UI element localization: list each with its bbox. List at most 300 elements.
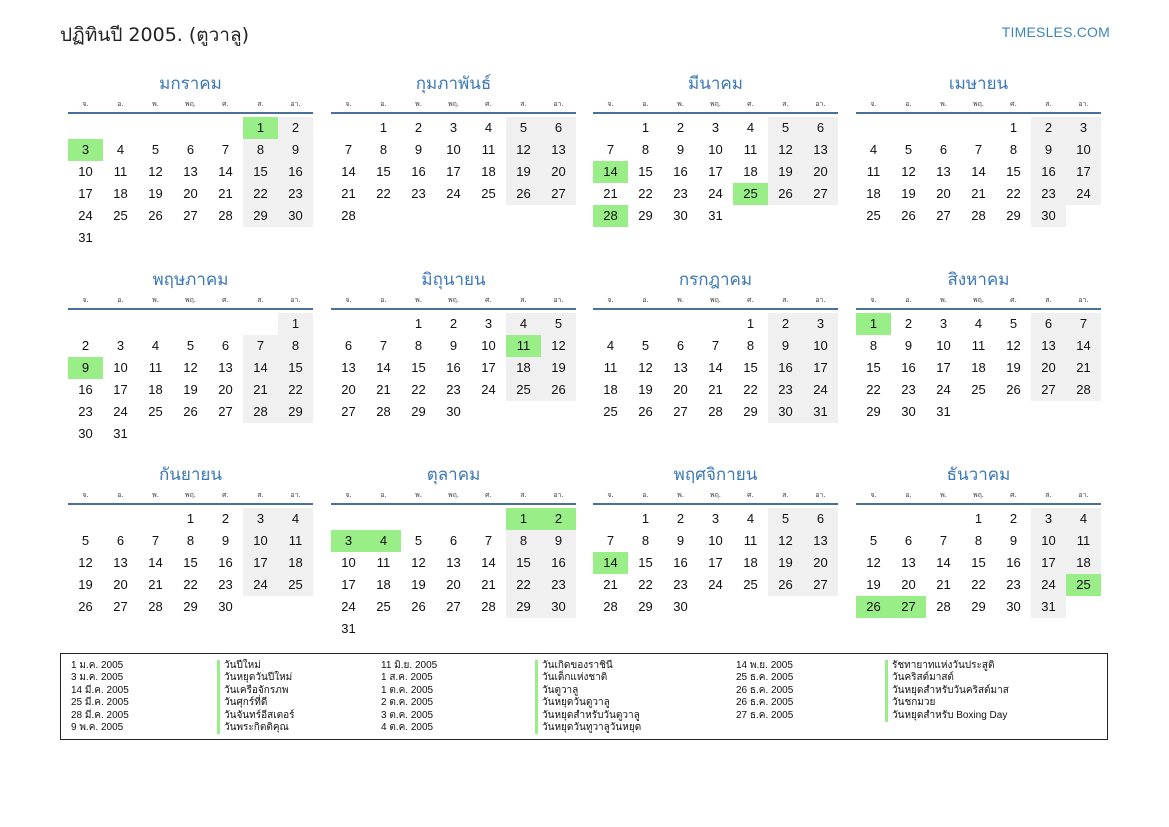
holiday-day-cell: 2 [541, 508, 576, 530]
day-cell: 6 [904, 533, 913, 548]
weekday-label: พฤ. [447, 491, 460, 499]
day-cell: 6 [116, 533, 125, 548]
holiday-name: วันตูวาลู [535, 685, 641, 697]
empty-cell [663, 313, 698, 335]
empty-cell [103, 313, 138, 335]
weekday-label: อา. [553, 100, 564, 108]
day-cell: 12 [866, 555, 881, 570]
month-name: มิถุนายน [421, 270, 486, 290]
day-grid [593, 117, 838, 227]
day-cell: 16 [218, 555, 233, 570]
day-cell: 3 [116, 338, 125, 353]
day-cell: 1 [186, 511, 195, 526]
day-cell: 2 [676, 511, 685, 526]
day-cell: 18 [603, 382, 618, 397]
day-cell: 11 [481, 142, 496, 157]
weekday-label: ส. [520, 491, 527, 499]
day-cell: 15 [183, 555, 198, 570]
day-cell: 29 [411, 404, 426, 419]
weekday-label: อา. [553, 491, 564, 499]
day-cell: 18 [866, 186, 881, 201]
day-cell: 24 [78, 208, 93, 223]
weekday-label: อา. [1078, 491, 1089, 499]
weekday-label: อ. [117, 296, 124, 304]
day-grid [856, 117, 1101, 227]
day-cell: 1 [379, 120, 388, 135]
weekday-label: อ. [642, 100, 649, 108]
weekday-label: จ. [870, 491, 877, 499]
weekday-header [68, 489, 313, 505]
holiday-name: วันหยุดสำหรับวันตูวาลู [535, 710, 641, 722]
weekday-label: ศ. [485, 296, 492, 304]
month-name: พฤษภาคม [152, 270, 229, 290]
day-cell: 13 [183, 164, 198, 179]
day-cell: 17 [243, 552, 278, 574]
day-cell: 7 [1066, 313, 1101, 335]
day-cell: 5 [904, 142, 913, 157]
holiday-name: วันคริสต์มาสต์ [885, 672, 1009, 684]
day-cell: 28 [376, 404, 391, 419]
weekday-label: จ. [82, 491, 89, 499]
day-cell: 8 [379, 142, 388, 157]
weekday-label: จ. [870, 296, 877, 304]
brand-link[interactable]: TIMESLES.COM [1001, 24, 1110, 40]
day-cell: 8 [243, 139, 278, 161]
day-cell: 25 [376, 599, 391, 614]
weekday-label: พฤ. [972, 100, 985, 108]
weekday-label: อ. [117, 100, 124, 108]
day-cell: 9 [676, 142, 685, 157]
day-cell: 8 [641, 533, 650, 548]
day-cell: 9 [449, 338, 458, 353]
day-cell: 27 [218, 404, 233, 419]
day-cell: 10 [1066, 139, 1101, 161]
holiday-name: วันหยุดวันทูวาลูวันหยุด [535, 722, 641, 734]
holiday-name: วันพระกิตติคุณ [217, 722, 295, 734]
day-cell: 9 [221, 533, 230, 548]
day-cell: 14 [218, 164, 233, 179]
weekday-label: ศ. [485, 100, 492, 108]
day-cell: 18 [743, 164, 758, 179]
day-grid [68, 508, 313, 618]
day-cell: 26 [411, 599, 426, 614]
holiday-name: วันเครือจักรภพ [217, 685, 295, 697]
holiday-date: 14 มี.ค. 2005 [71, 684, 129, 696]
day-cell: 31 [803, 401, 838, 423]
empty-cell [138, 313, 173, 335]
holiday-date: 14 พ.ย. 2005 [736, 660, 793, 671]
holiday-name: วันศุกร์ที่ดี [217, 697, 295, 709]
empty-cell [628, 313, 663, 335]
day-cell: 23 [673, 577, 688, 592]
day-cell: 9 [541, 530, 576, 552]
empty-cell [891, 508, 926, 530]
day-cell: 14 [341, 164, 356, 179]
month-name: พฤศจิกายน [673, 465, 758, 485]
day-cell: 30 [218, 599, 233, 614]
weekday-label: พ. [415, 100, 422, 108]
day-cell: 6 [803, 508, 838, 530]
day-cell: 6 [1031, 313, 1066, 335]
weekday-label: จ. [870, 100, 877, 108]
day-cell: 30 [541, 596, 576, 618]
weekday-label: พฤ. [447, 100, 460, 108]
day-cell: 21 [936, 577, 951, 592]
day-cell: 22 [1006, 186, 1021, 201]
day-cell: 15 [1006, 164, 1021, 179]
weekday-label: ศ. [222, 100, 229, 108]
day-cell: 25 [603, 404, 618, 419]
day-cell: 8 [414, 338, 423, 353]
day-cell: 19 [506, 161, 541, 183]
empty-cell [331, 508, 366, 530]
day-cell: 22 [278, 379, 313, 401]
weekday-label: พฤ. [184, 100, 197, 108]
day-cell: 27 [341, 404, 356, 419]
day-cell: 4 [484, 120, 493, 135]
holiday-date: 1 ต.ค. 2005 [381, 684, 434, 696]
month-name: กันยายน [158, 465, 222, 485]
day-cell: 17 [446, 164, 461, 179]
weekday-label: อ. [380, 100, 387, 108]
weekday-label: ศ. [747, 100, 754, 108]
day-cell: 18 [743, 555, 758, 570]
day-cell: 21 [148, 577, 163, 592]
weekday-header [331, 98, 576, 114]
day-cell: 23 [768, 379, 803, 401]
weekday-label: พ. [415, 296, 422, 304]
holiday-name: วันจันทร์อีสเตอร์ [217, 710, 295, 722]
day-cell: 23 [278, 183, 313, 205]
empty-cell [891, 117, 926, 139]
day-cell: 30 [1031, 205, 1066, 227]
weekday-header [331, 489, 576, 505]
weekday-label: ส. [520, 296, 527, 304]
day-cell: 30 [673, 208, 688, 223]
day-cell: 22 [866, 382, 881, 397]
day-cell: 29 [638, 208, 653, 223]
month-name: ตุลาคม [426, 465, 481, 485]
day-cell: 26 [78, 599, 93, 614]
day-cell: 14 [971, 164, 986, 179]
day-cell: 20 [341, 382, 356, 397]
day-cell: 21 [481, 577, 496, 592]
weekday-header [856, 98, 1101, 114]
day-cell: 4 [746, 511, 755, 526]
weekday-label: อ. [380, 491, 387, 499]
month-calendar [856, 70, 1101, 227]
day-cell: 11 [113, 164, 128, 179]
day-cell: 7 [606, 142, 615, 157]
weekday-label: อา. [1078, 100, 1089, 108]
day-cell: 28 [603, 599, 618, 614]
day-cell: 27 [936, 208, 951, 223]
day-cell: 21 [971, 186, 986, 201]
day-cell: 29 [971, 599, 986, 614]
day-cell: 19 [411, 577, 426, 592]
day-cell: 7 [939, 533, 948, 548]
empty-cell [173, 117, 208, 139]
day-cell: 11 [278, 530, 313, 552]
holiday-date: 2 ต.ค. 2005 [381, 697, 434, 709]
day-cell: 29 [743, 404, 758, 419]
holiday-date: 25 ธ.ค. 2005 [736, 672, 794, 684]
day-cell: 27 [541, 183, 576, 205]
empty-cell [401, 508, 436, 530]
day-cell: 12 [148, 164, 163, 179]
empty-cell [856, 117, 891, 139]
weekday-label: จ. [345, 296, 352, 304]
day-cell: 5 [186, 338, 195, 353]
day-cell: 23 [218, 577, 233, 592]
weekday-label: อา. [815, 491, 826, 499]
empty-cell [926, 117, 961, 139]
day-cell: 20 [901, 577, 916, 592]
day-cell: 7 [243, 335, 278, 357]
holiday-day-cell: 3 [68, 139, 103, 161]
day-cell: 24 [708, 186, 723, 201]
weekday-label: พ. [152, 296, 159, 304]
weekday-label: อา. [290, 296, 301, 304]
day-cell: 20 [1031, 357, 1066, 379]
day-cell: 12 [638, 360, 653, 375]
weekday-label: จ. [82, 100, 89, 108]
day-cell: 20 [183, 186, 198, 201]
day-cell: 29 [866, 404, 881, 419]
month-calendar [68, 266, 313, 445]
day-cell: 5 [768, 508, 803, 530]
weekday-label: ส. [1045, 296, 1052, 304]
day-cell: 30 [78, 426, 93, 441]
weekday-label: พฤ. [709, 491, 722, 499]
day-cell: 19 [768, 552, 803, 574]
day-cell: 30 [1006, 599, 1021, 614]
day-cell: 8 [974, 533, 983, 548]
day-cell: 18 [376, 577, 391, 592]
holiday-date: 3 ม.ค. 2005 [71, 672, 124, 684]
day-cell: 18 [148, 382, 163, 397]
month-name: ธันวาคม [946, 465, 1011, 485]
day-cell: 17 [78, 186, 93, 201]
day-cell: 17 [113, 382, 128, 397]
day-cell: 19 [866, 577, 881, 592]
day-cell: 28 [481, 599, 496, 614]
weekday-label: ศ. [1010, 491, 1017, 499]
day-cell: 24 [708, 577, 723, 592]
month-name: มกราคม [159, 74, 222, 94]
day-cell: 21 [1066, 357, 1101, 379]
weekday-label: ส. [782, 491, 789, 499]
weekday-label: อ. [905, 100, 912, 108]
weekday-label: จ. [607, 491, 614, 499]
empty-cell [173, 313, 208, 335]
day-cell: 14 [148, 555, 163, 570]
empty-cell [593, 508, 628, 530]
holiday-date-column [71, 660, 129, 734]
day-cell: 9 [1031, 139, 1066, 161]
empty-cell [68, 117, 103, 139]
day-cell: 12 [183, 360, 198, 375]
day-cell: 31 [78, 230, 93, 245]
day-cell: 19 [901, 186, 916, 201]
day-cell: 2 [904, 316, 913, 331]
day-cell: 20 [113, 577, 128, 592]
holiday-name: รัชทายาทแห่งวันประสูติ [885, 660, 1009, 672]
empty-cell [366, 313, 401, 335]
month-calendar [331, 266, 576, 423]
day-cell: 15 [638, 164, 653, 179]
day-cell: 9 [278, 139, 313, 161]
month-name: เมษายน [948, 74, 1009, 94]
day-cell: 8 [506, 530, 541, 552]
day-cell: 19 [768, 161, 803, 183]
day-cell: 17 [481, 360, 496, 375]
day-cell: 21 [243, 379, 278, 401]
weekday-label: จ. [607, 296, 614, 304]
weekday-label: พฤ. [709, 100, 722, 108]
day-cell: 25 [506, 379, 541, 401]
day-cell: 5 [768, 117, 803, 139]
holiday-name: วันเด็กแห่งชาติ [535, 672, 641, 684]
weekday-label: พ. [152, 491, 159, 499]
weekday-header [68, 294, 313, 310]
day-cell: 4 [506, 313, 541, 335]
empty-cell [961, 117, 996, 139]
weekday-label: อา. [290, 491, 301, 499]
day-cell: 25 [148, 404, 163, 419]
day-cell: 28 [218, 208, 233, 223]
weekday-label: อา. [815, 296, 826, 304]
weekday-label: อ. [905, 296, 912, 304]
day-cell: 21 [603, 186, 618, 201]
day-cell: 1 [746, 316, 755, 331]
weekday-label: ส. [257, 296, 264, 304]
day-cell: 15 [243, 161, 278, 183]
day-cell: 17 [1066, 161, 1101, 183]
day-cell: 6 [221, 338, 230, 353]
holiday-name: วันหยุดสำหรับ Boxing Day [885, 710, 1009, 722]
weekday-header [593, 294, 838, 310]
day-cell: 31 [936, 404, 951, 419]
weekday-label: ศ. [485, 491, 492, 499]
day-cell: 8 [278, 335, 313, 357]
day-cell: 1 [974, 511, 983, 526]
day-cell: 12 [411, 555, 426, 570]
day-cell: 24 [446, 186, 461, 201]
day-cell: 15 [411, 360, 426, 375]
empty-cell [593, 313, 628, 335]
weekday-label: ส. [257, 100, 264, 108]
day-cell: 22 [243, 183, 278, 205]
day-cell: 23 [1006, 577, 1021, 592]
holiday-day-cell: 9 [68, 357, 103, 379]
day-cell: 3 [484, 316, 493, 331]
day-cell: 29 [1006, 208, 1021, 223]
day-grid [856, 313, 1101, 423]
day-cell: 19 [638, 382, 653, 397]
day-cell: 10 [341, 555, 356, 570]
day-cell: 20 [803, 552, 838, 574]
weekday-label: อ. [642, 491, 649, 499]
day-grid [593, 508, 838, 618]
day-cell: 26 [768, 183, 803, 205]
day-cell: 4 [116, 142, 125, 157]
day-cell: 6 [186, 142, 195, 157]
day-cell: 17 [708, 555, 723, 570]
month-name: กุมภาพันธ์ [415, 74, 492, 94]
day-cell: 16 [673, 164, 688, 179]
month-name: กรกฎาคม [678, 270, 753, 290]
day-cell: 15 [278, 357, 313, 379]
day-cell: 20 [218, 382, 233, 397]
day-cell: 14 [481, 555, 496, 570]
weekday-label: อ. [117, 491, 124, 499]
day-cell: 23 [673, 186, 688, 201]
day-cell: 19 [78, 577, 93, 592]
day-grid [68, 117, 313, 249]
day-cell: 16 [446, 360, 461, 375]
holiday-date: 28 มี.ค. 2005 [71, 709, 129, 721]
weekday-label: พฤ. [184, 491, 197, 499]
month-calendar [593, 70, 838, 227]
day-cell: 31 [1031, 596, 1066, 618]
day-grid [856, 508, 1101, 618]
weekday-label: ศ. [222, 491, 229, 499]
weekday-label: ศ. [1010, 296, 1017, 304]
holiday-date: 9 พ.ค. 2005 [71, 722, 124, 734]
day-cell: 10 [1031, 530, 1066, 552]
day-cell: 7 [974, 142, 983, 157]
day-cell: 28 [1066, 379, 1101, 401]
day-cell: 20 [803, 161, 838, 183]
day-cell: 16 [768, 357, 803, 379]
weekday-label: พฤ. [447, 296, 460, 304]
day-cell: 15 [866, 360, 881, 375]
month-calendar [331, 461, 576, 640]
holiday-day-cell: 26 [856, 596, 891, 618]
day-cell: 27 [803, 183, 838, 205]
day-cell: 8 [186, 533, 195, 548]
day-cell: 30 [446, 404, 461, 419]
day-cell: 11 [376, 555, 391, 570]
day-cell: 5 [641, 338, 650, 353]
weekday-label: อา. [815, 100, 826, 108]
day-cell: 7 [711, 338, 720, 353]
day-cell: 9 [1009, 533, 1018, 548]
day-cell: 5 [151, 142, 160, 157]
day-cell: 11 [743, 533, 758, 548]
day-cell: 12 [78, 555, 93, 570]
holiday-date: 1 ม.ค. 2005 [71, 660, 124, 671]
day-cell: 6 [676, 338, 685, 353]
day-cell: 30 [673, 599, 688, 614]
weekday-label: อ. [905, 491, 912, 499]
day-cell: 18 [481, 164, 496, 179]
day-cell: 28 [708, 404, 723, 419]
day-cell: 3 [939, 316, 948, 331]
day-cell: 7 [344, 142, 353, 157]
holiday-day-cell: 11 [506, 335, 541, 357]
day-cell: 6 [939, 142, 948, 157]
day-cell: 13 [113, 555, 128, 570]
day-cell: 24 [243, 574, 278, 596]
empty-cell [103, 117, 138, 139]
holiday-date: 4 ต.ค. 2005 [381, 722, 434, 734]
empty-cell [436, 508, 471, 530]
day-cell: 22 [411, 382, 426, 397]
day-cell: 2 [449, 316, 458, 331]
holiday-name-column [885, 660, 1009, 722]
